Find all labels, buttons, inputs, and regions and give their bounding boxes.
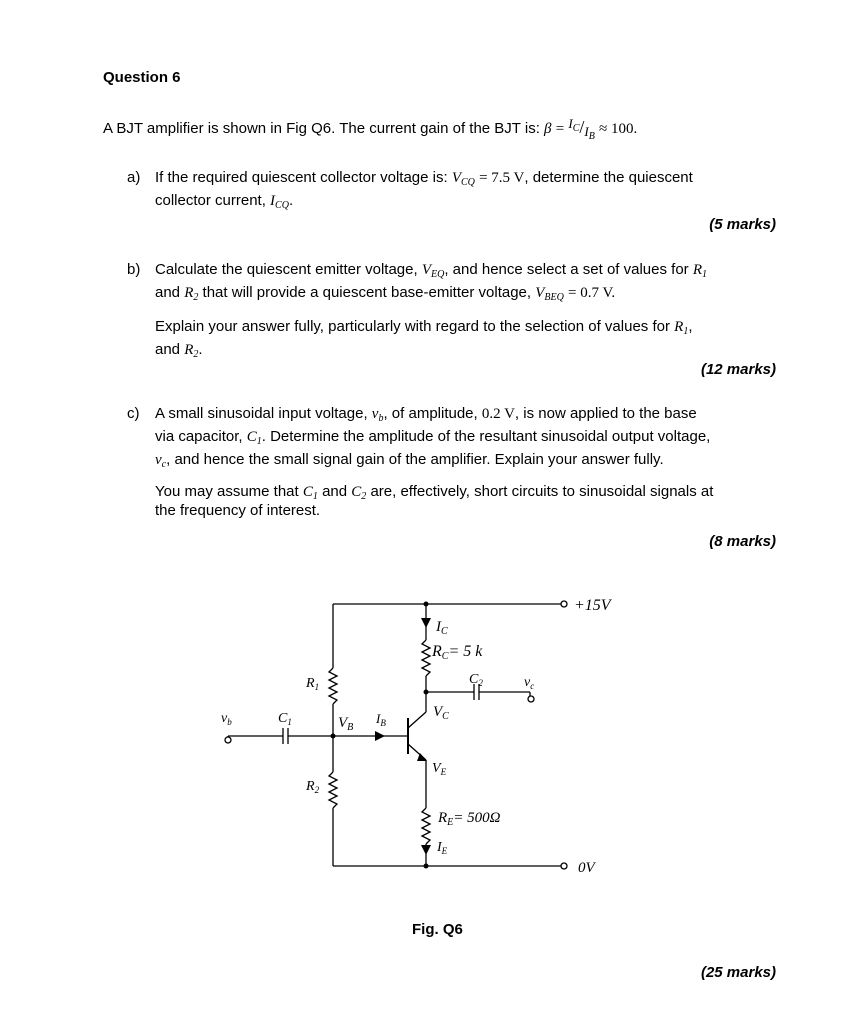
vb-node-label: $V_B$ (338, 715, 354, 733)
bjt-collector (408, 712, 426, 728)
part-a-line1: If the required quiescent collector voltage is: $V_{CQ} = 7.5$ V, determine the quiescent (155, 169, 693, 188)
part-c-line4: You may assume that $C_1$ and $C_2$ are, effectively, short circuits to sinusoidal signals at (155, 483, 714, 502)
part-c-line5: the frequency of interest. (155, 502, 321, 519)
question-title: Question 6 (103, 69, 181, 86)
junction-dot (424, 690, 429, 695)
supply-label: +15V (574, 597, 611, 614)
vc-out-label: $v_c$ (524, 675, 535, 691)
c2-label: $C_2$ (469, 672, 483, 688)
part-b-line1: Calculate the quiescent emitter voltage, $V_{EQ}$, and hence select a set of values for $R_1$ (155, 261, 708, 280)
ib-label: $I_B$ (376, 711, 386, 728)
part-c-label: c) (127, 405, 140, 422)
ie-label: $I_E$ (437, 840, 448, 856)
ic-label: $I_C$ (436, 619, 448, 637)
total-marks: (25 marks) (700, 964, 776, 981)
input-terminal (225, 737, 231, 743)
r2-label: $R_2$ (306, 779, 320, 795)
ie-arrow (421, 845, 431, 855)
re-label: $R_E= 500\Omega$ (438, 810, 501, 828)
ground-terminal (561, 863, 567, 869)
part-b-label: b) (127, 261, 141, 278)
intro-line: A BJT amplifier is shown in Fig Q6. The current gain of the BJT is: $\beta = I_C/I_B \approx 100$. (103, 116, 638, 142)
part-b-marks: (12 marks) (700, 361, 776, 378)
r1-resistor (329, 668, 337, 704)
r2-resistor (329, 772, 337, 808)
part-a-marks: (5 marks) (709, 216, 776, 233)
part-c-line3: $v_c$, and hence the small signal gain of the amplifier. Explain your answer fully. (155, 451, 664, 470)
part-b-line2: and $R_2$ that will provide a quiescent base-emitter voltage, $V_{BEQ} = 0.7$ V. (155, 284, 616, 303)
ve-label: $V_E$ (432, 761, 447, 777)
part-c-line1: A small sinusoidal input voltage, $v_b$, of amplitude, 0.2 V, is now applied to the base (155, 405, 697, 424)
supply-terminal (561, 601, 567, 607)
part-b-line3: Explain your answer fully, particularly with regard to the selection of values for $R_1$, (155, 318, 693, 337)
junction-dot (424, 864, 429, 869)
junction-dot (424, 602, 429, 607)
vc-node-label: $V_C$ (433, 704, 449, 722)
vb-in-label: $v_b$ (221, 711, 232, 727)
rc-label: RC= 5 k (432, 643, 483, 662)
re-resistor (422, 808, 430, 844)
c1-label: $C_1$ (278, 711, 292, 727)
part-c-line2: via capacitor, $C_1$. Determine the amplitude of the resultant sinusoidal output voltage, (155, 428, 711, 447)
ground-label: 0V (578, 860, 595, 876)
rc-resistor (422, 640, 430, 676)
ic-arrow (421, 618, 431, 628)
part-a-label: a) (127, 169, 141, 186)
part-a-line2: collector current, $I_{CQ}$. (155, 192, 294, 211)
part-b-line4: and $R_2$. (155, 341, 203, 360)
ib-arrow (375, 731, 385, 741)
junction-dot (331, 734, 336, 739)
figure-caption: Fig. Q6 (412, 921, 463, 938)
part-c-marks: (8 marks) (709, 533, 776, 550)
output-terminal (528, 696, 534, 702)
r1-label: $R_1$ (306, 676, 320, 692)
